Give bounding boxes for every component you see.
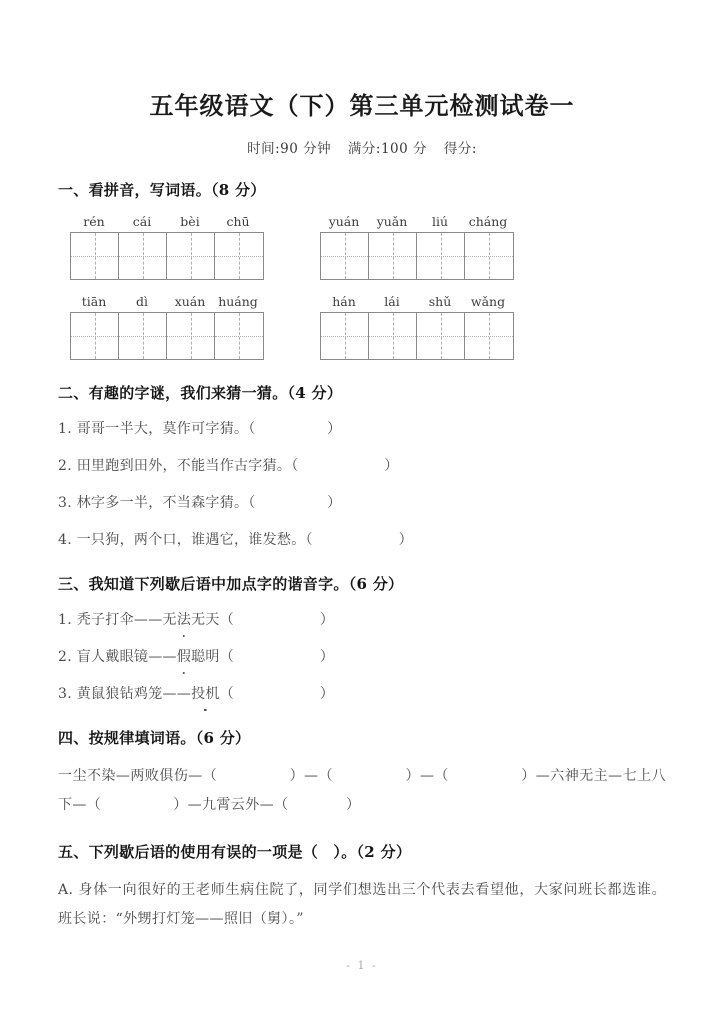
homophone-item[interactable] bbox=[58, 684, 666, 705]
writing-cell[interactable] bbox=[417, 313, 465, 359]
exam-body bbox=[0, 179, 724, 934]
exam-meta bbox=[0, 121, 724, 157]
homophone-prefix: 2. 盲人戴眼镜—— bbox=[58, 649, 177, 665]
pinyin-label: xuán bbox=[174, 294, 206, 309]
idiom-sequence[interactable]: 一尘不染—两败俱伤—（ ）—（ ）—（ ）—六神无主—七上八下—（ ）—九霄云外—（ ） bbox=[58, 768, 666, 813]
page-title: 五年级语文（下）第三单元检测试卷一 bbox=[149, 91, 575, 120]
pinyin-grid-row-1 bbox=[58, 214, 666, 280]
writing-cell[interactable] bbox=[417, 233, 465, 279]
section-5-heading: 五、下列歇后语的使用有误的一项是（ ）。（2 分） bbox=[58, 843, 412, 862]
section-1-heading: 一、看拼音，写词语。（8 分） bbox=[58, 181, 266, 199]
pinyin-label-row bbox=[70, 294, 264, 309]
pinyin-label-row bbox=[320, 214, 514, 229]
writing-cell[interactable] bbox=[465, 313, 513, 359]
pinyin-label: dì bbox=[136, 294, 148, 309]
section-2-heading: 二、有趣的字谜，我们来猜一猜。（4 分） bbox=[58, 384, 343, 402]
pinyin-label: rén bbox=[83, 214, 105, 229]
time-label: 时间:90 分钟 bbox=[247, 141, 332, 157]
tianzige-boxes bbox=[320, 312, 514, 360]
emphasis-dot-char: 投机 bbox=[191, 684, 220, 705]
writing-cell[interactable] bbox=[215, 233, 263, 279]
riddle-item[interactable]: 4. 一只狗，两个口，谁遇它，谁发愁。（ ） bbox=[58, 532, 413, 548]
writing-cell[interactable] bbox=[71, 233, 119, 279]
writing-cell[interactable] bbox=[465, 233, 513, 279]
pinyin-label: hán bbox=[332, 294, 356, 309]
writing-cell[interactable] bbox=[167, 233, 215, 279]
pinyin-label: chū bbox=[226, 214, 250, 229]
riddle-item[interactable]: 3. 林字多一半，不当森字猜。（ ） bbox=[58, 495, 342, 511]
pinyin-label: tiān bbox=[81, 294, 107, 309]
pinyin-label: bèi bbox=[180, 214, 200, 229]
writing-cell[interactable] bbox=[369, 233, 417, 279]
homophone-item[interactable] bbox=[58, 647, 666, 668]
pinyin-label-row bbox=[70, 214, 264, 229]
writing-cell[interactable] bbox=[119, 313, 167, 359]
choice-option-a[interactable]: A. 身体一向很好的王老师生病住院了，同学们想选出三个代表去看望他，大家问班长都选谁。班长说：“外甥打灯笼——照旧（舅）。” bbox=[58, 882, 666, 928]
homophone-suffix: 聪明（ ） bbox=[191, 649, 335, 665]
total-score-label: 满分:100 分 bbox=[347, 141, 428, 157]
tianzige-boxes bbox=[70, 312, 264, 360]
pinyin-label: shǔ bbox=[428, 294, 452, 309]
emphasis-dot-char: 假 bbox=[177, 647, 191, 668]
pinyin-label: wǎng bbox=[470, 294, 506, 309]
writing-cell[interactable] bbox=[167, 313, 215, 359]
pinyin-label: yuán bbox=[328, 214, 360, 229]
pinyin-label: lái bbox=[384, 294, 400, 309]
writing-cell[interactable] bbox=[321, 233, 369, 279]
riddle-item[interactable]: 1. 哥哥一半大，莫作可字猜。（ ） bbox=[58, 421, 342, 437]
tianzige-boxes bbox=[320, 232, 514, 280]
pinyin-label: yuǎn bbox=[376, 214, 408, 229]
emphasis-dot-char: 法 bbox=[177, 610, 191, 631]
riddle-item[interactable]: 2. 田里跑到田外，不能当作古字猜。（ ） bbox=[58, 458, 399, 474]
section-3-heading: 三、我知道下列歇后语中加点字的谐音字。（6 分） bbox=[58, 575, 404, 593]
homophone-prefix: 3. 黄鼠狼钻鸡笼—— bbox=[58, 686, 192, 702]
earned-score-label: 得分: bbox=[443, 141, 477, 157]
homophone-prefix: 1. 秃子打伞——无 bbox=[58, 612, 177, 628]
tianzige-boxes bbox=[70, 232, 264, 280]
pinyin-grid-row-2 bbox=[58, 294, 666, 360]
writing-cell[interactable] bbox=[215, 313, 263, 359]
writing-cell[interactable] bbox=[321, 313, 369, 359]
writing-cell[interactable] bbox=[369, 313, 417, 359]
pinyin-label: liú bbox=[431, 214, 449, 229]
homophone-suffix: （ ） bbox=[219, 686, 335, 702]
pinyin-label: cháng bbox=[468, 214, 508, 229]
pinyin-grid-group bbox=[320, 294, 514, 360]
homophone-item[interactable] bbox=[58, 610, 666, 631]
pinyin-grid-group bbox=[70, 214, 264, 280]
pinyin-grid-group bbox=[70, 294, 264, 360]
writing-cell[interactable] bbox=[71, 313, 119, 359]
pinyin-label: huáng bbox=[218, 294, 258, 309]
writing-cell[interactable] bbox=[119, 233, 167, 279]
homophone-suffix: 无天（ ） bbox=[191, 612, 335, 628]
pinyin-grid-group bbox=[320, 214, 514, 280]
pinyin-label: cái bbox=[132, 214, 152, 229]
page-number: - 1 - bbox=[346, 959, 378, 972]
section-4-heading: 四、按规律填词语。（6 分） bbox=[58, 729, 251, 747]
pinyin-label-row bbox=[320, 294, 514, 309]
